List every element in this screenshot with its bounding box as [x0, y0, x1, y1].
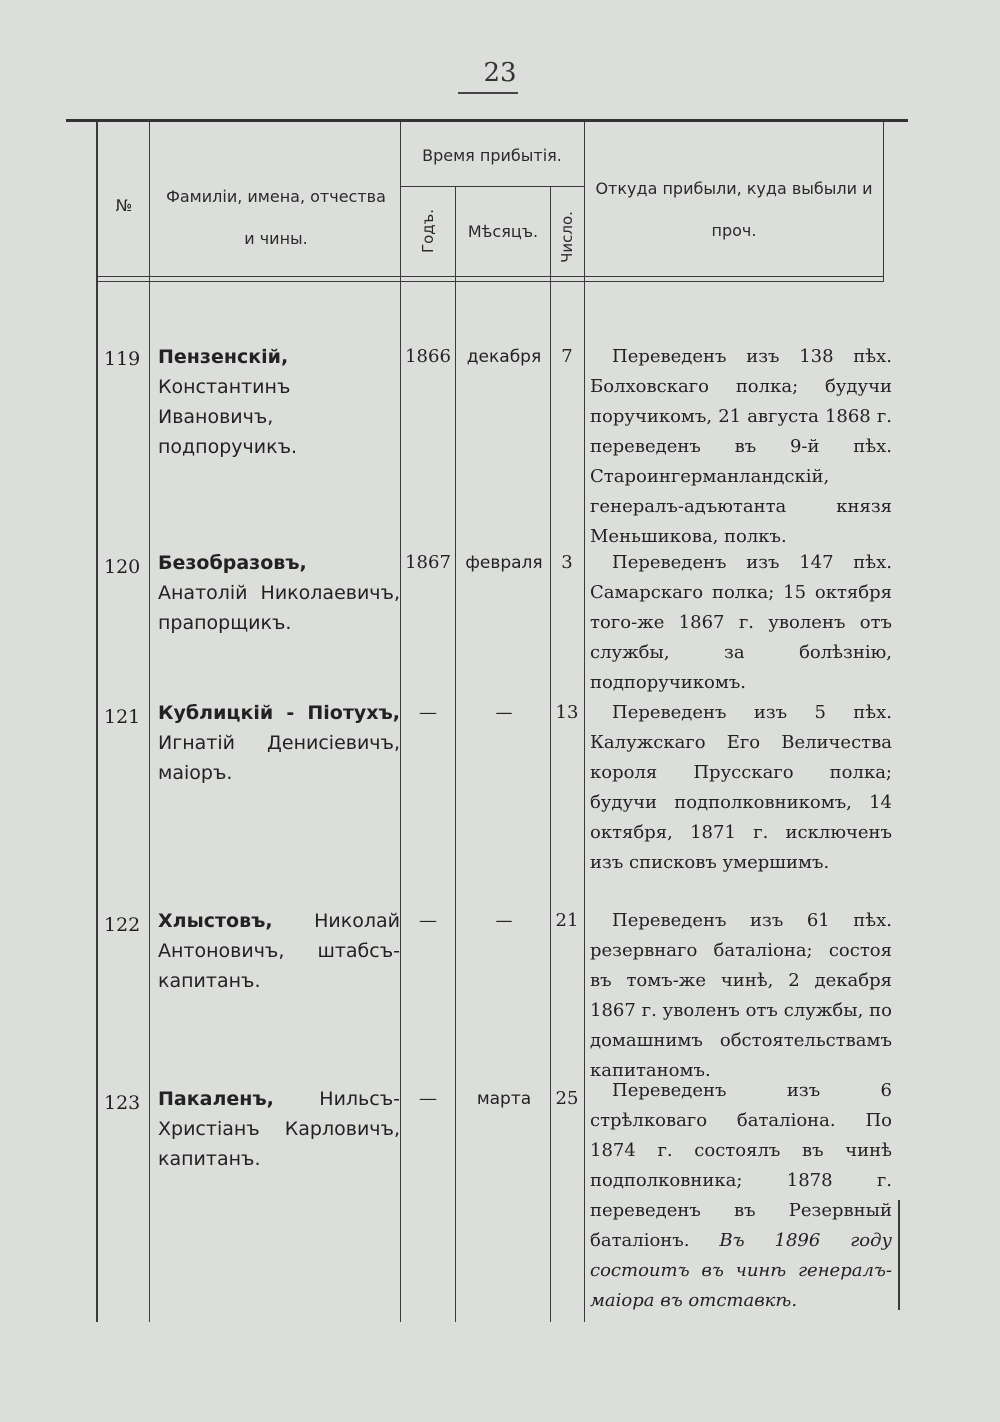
- row-year: —: [419, 1088, 437, 1109]
- page-number: 23: [483, 58, 517, 88]
- row-remarks-text: Переведенъ изъ 6 стрѣлковаго баталіона. По 1874 г. состоялъ въ чинѣ подполковника; 1878 г. переведенъ въ Резервный баталіонъ.: [590, 1080, 892, 1251]
- table-left-border: [96, 122, 98, 1322]
- row-name-rest: Нильсъ-Христіанъ Карловичъ, капитанъ.: [158, 1088, 400, 1170]
- row-year: —: [419, 702, 437, 723]
- row-surname: Пакаленъ,: [158, 1088, 274, 1110]
- row-name: [158, 698, 400, 788]
- page-number-rule: [458, 92, 518, 94]
- row-day: 3: [561, 552, 573, 573]
- row-number: 123: [104, 1092, 141, 1114]
- row-day: 7: [561, 346, 573, 367]
- row-name: [158, 342, 400, 462]
- row-name-rest: Игнатій Денисіевичъ, маіоръ.: [158, 732, 400, 784]
- row-surname: Безобразовъ,: [158, 552, 307, 574]
- arrival-header-rule: [400, 186, 584, 187]
- header-name: Фамиліи, имена, отчества и чины.: [166, 187, 386, 248]
- row-number: 119: [104, 348, 141, 370]
- table-right-border-lower: [898, 1200, 900, 1310]
- row-number: 122: [104, 914, 141, 936]
- row-remarks: [590, 1076, 892, 1316]
- row-remarks: Переведенъ изъ 5 пѣх. Калужскаго Его Величества короля Прусскаго полка; будучи подполковникомъ, 14 октября, 1871 г. исключенъ изъ списковъ умершимъ.: [590, 702, 892, 873]
- row-month: декабря: [466, 347, 542, 367]
- table-right-border: [883, 122, 884, 282]
- row-day: 25: [555, 1088, 579, 1109]
- row-surname: Хлыстовъ,: [158, 910, 273, 932]
- row-year: —: [419, 910, 437, 931]
- row-month: марта: [476, 1089, 532, 1109]
- row-month: —: [495, 703, 513, 723]
- row-year: 1866: [405, 346, 451, 367]
- row-name: [158, 906, 400, 996]
- row-day: 21: [555, 910, 579, 931]
- row-month: февраля: [465, 553, 543, 573]
- row-name-rest: Николай Антоновичъ, штабсъ-капитанъ.: [158, 910, 400, 992]
- header-day: Число.: [558, 211, 576, 263]
- column-divider-remarks: [584, 122, 585, 1322]
- row-name-rest: Константинъ Ивановичъ, подпоручикъ.: [158, 376, 298, 458]
- row-remarks: Переведенъ изъ 138 пѣх. Болховскаго полка; будучи поручикомъ, 21 августа 1868 г. переведенъ въ 9-й пѣх. Староингерманландскій, генералъ-адъютанта князя Меньшикова, полкъ.: [590, 346, 892, 547]
- table-top-rule: [66, 119, 908, 122]
- row-name-rest: Анатолій Николаевичъ, прапорщикъ.: [158, 582, 400, 634]
- row-month: —: [495, 911, 513, 931]
- row-remarks: Переведенъ изъ 147 пѣх. Самарскаго полка; 15 октября того-же 1867 г. уволенъ отъ службы, за болѣзнію, подпоручикомъ.: [590, 552, 892, 693]
- header-month: Мѣсяцъ.: [467, 222, 539, 241]
- row-year: 1867: [405, 552, 451, 573]
- header-bottom-rule: [96, 276, 884, 277]
- row-surname: Кублицкій - Піотухъ,: [158, 702, 400, 724]
- row-surname: Пензенскій,: [158, 346, 289, 368]
- row-name: [158, 1084, 400, 1174]
- row-number: 121: [104, 706, 141, 728]
- header-year: Годъ.: [419, 208, 437, 254]
- row-number: 120: [104, 556, 141, 578]
- row-name: [158, 548, 400, 638]
- header-arrival: Время прибытія.: [422, 146, 562, 165]
- row-day: 13: [555, 702, 579, 723]
- row-remarks: Переведенъ изъ 61 пѣх. резервнаго баталіона; состоя въ томъ-же чинѣ, 2 декабря 1867 г. уволенъ отъ службы, по домашнимъ обстоятельствамъ капитаномъ.: [590, 910, 892, 1081]
- row-remarks-italic: Въ 1896 году состоитъ въ чинѣ генералъ-маіора въ отставкѣ.: [590, 1230, 892, 1311]
- header-number: №: [115, 196, 133, 215]
- header-bottom-rule-double: [96, 281, 884, 282]
- header-remarks: Откуда прибыли, куда выбыли и проч.: [595, 179, 873, 240]
